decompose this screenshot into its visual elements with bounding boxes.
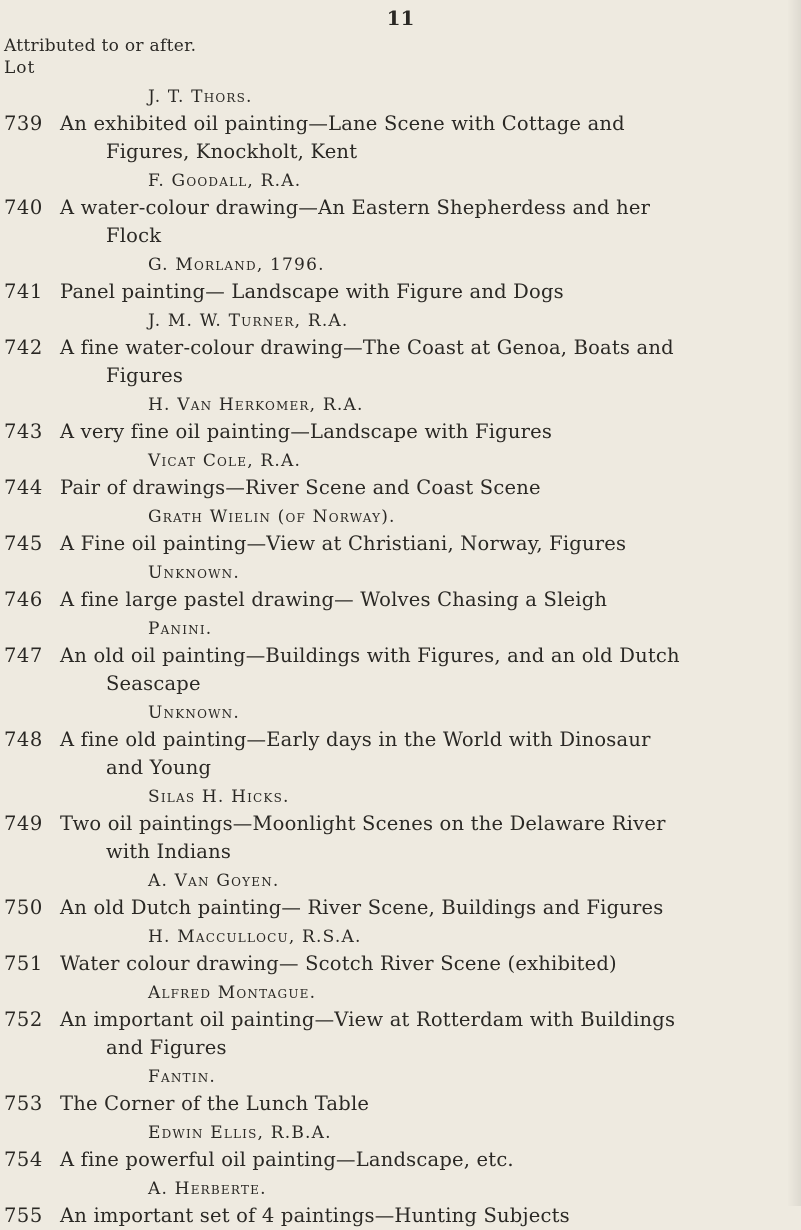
artist-name: H. Van Herkomer, R.A.: [148, 395, 364, 415]
lot-number: 745: [4, 532, 43, 555]
catalogue-entry: [0, 1118, 801, 1174]
artist-name: A. Herberte.: [148, 1179, 267, 1199]
lot-description: Water colour drawing— Scotch River Scene (exhibited): [60, 952, 617, 975]
page-edge-shadow: [787, 0, 801, 1206]
artist-name: Vicat Cole, R.A.: [148, 451, 302, 471]
lot-description: The Corner of the Lunch Table: [60, 1092, 370, 1115]
lot-description: Panel painting— Landscape with Figure and Dogs: [60, 280, 564, 303]
lot-description: An old Dutch painting— River Scene, Buildings and Figures: [60, 896, 664, 919]
lot-number: 754: [4, 1148, 43, 1171]
lot-description: A very fine oil painting—Landscape with Figures: [60, 420, 553, 443]
lot-number: 749: [4, 812, 43, 835]
catalogue-entry: [0, 866, 801, 922]
lot-number: 747: [4, 644, 43, 667]
lot-description-continued: Figures, Knockholt, Kent: [106, 140, 358, 163]
artist-name: J. T. Thors.: [148, 87, 253, 107]
artist-name: F. Goodall, R.A.: [148, 171, 302, 191]
lot-description: A fine old painting—Early days in the World with Dinosaur: [60, 728, 651, 751]
artist-name: Unknown.: [148, 563, 240, 583]
lot-column-heading: Lot: [4, 58, 36, 78]
lot-description: An important set of 4 paintings—Hunting Subjects: [60, 1204, 570, 1227]
catalogue-entry: [0, 922, 801, 978]
catalogue-entry: [0, 502, 801, 558]
lot-number: 742: [4, 336, 43, 359]
lot-description: A fine water-colour drawing—The Coast at Genoa, Boats and: [60, 336, 674, 359]
lot-number: 755: [4, 1204, 43, 1227]
lot-description-continued: Seascape: [106, 672, 201, 695]
catalogue-entry: [0, 1174, 801, 1230]
artist-name: Silas H. Hicks.: [148, 787, 290, 807]
lot-number: 746: [4, 588, 43, 611]
artist-name: A. Van Goyen.: [148, 871, 280, 891]
artist-name: Alfred Montague.: [148, 983, 317, 1003]
artist-name: Grath Wielin (of Norway).: [148, 507, 396, 527]
lot-number: 752: [4, 1008, 43, 1031]
lot-description: Two oil paintings—Moonlight Scenes on the Delaware River: [60, 812, 666, 835]
lot-number: 751: [4, 952, 43, 975]
artist-name: Fantin.: [148, 1067, 217, 1087]
lot-description: A fine powerful oil painting—Landscape, etc.: [60, 1148, 514, 1171]
lot-description: An important oil painting—View at Rotterdam with Buildings: [60, 1008, 676, 1031]
lot-description: A water-colour drawing—An Eastern Shepherdess and her: [60, 196, 651, 219]
lot-description-continued: and Young: [106, 756, 212, 779]
artist-name: Panini.: [148, 619, 213, 639]
artist-name: J. M. W. Turner, R.A.: [148, 311, 349, 331]
lot-description: A Fine oil painting—View at Christiani, Norway, Figures: [60, 532, 627, 555]
catalogue-entry: [0, 82, 801, 166]
lot-number: 750: [4, 896, 43, 919]
catalogue-entry: [0, 558, 801, 614]
catalogue-entry: [0, 782, 801, 866]
catalogue-entry: [0, 306, 801, 390]
catalogue-entry: [0, 166, 801, 250]
lot-number: 741: [4, 280, 43, 303]
lot-number: 740: [4, 196, 43, 219]
catalogue-entry: [0, 614, 801, 698]
attribution-heading: Attributed to or after.: [4, 36, 197, 56]
catalogue-entry: [0, 390, 801, 446]
lot-number: 748: [4, 728, 43, 751]
lot-number: 743: [4, 420, 43, 443]
catalogue-entry: [0, 698, 801, 782]
lot-description-continued: and Figures: [106, 1036, 227, 1059]
lot-description: Pair of drawings—River Scene and Coast Scene: [60, 476, 541, 499]
lot-description: An exhibited oil painting—Lane Scene with Cottage and: [60, 112, 625, 135]
artist-name: H. Maccullocu, R.S.A.: [148, 927, 362, 947]
page-number: 11: [386, 6, 415, 30]
lot-description: An old oil painting—Buildings with Figures, and an old Dutch: [60, 644, 680, 667]
artist-name: G. Morland, 1796.: [148, 255, 325, 275]
catalogue-entry: [0, 1062, 801, 1118]
lot-description-continued: Flock: [106, 224, 162, 247]
lot-description-continued: with Indians: [106, 840, 232, 863]
catalogue-entries: [0, 82, 801, 1230]
catalogue-entry: [0, 250, 801, 306]
lot-number: 739: [4, 112, 43, 135]
artist-name: Unknown.: [148, 703, 240, 723]
lot-description-continued: Figures: [106, 364, 184, 387]
catalogue-entry: [0, 978, 801, 1062]
catalogue-entry: [0, 446, 801, 502]
lot-number: 744: [4, 476, 43, 499]
artist-name: Edwin Ellis, R.B.A.: [148, 1123, 332, 1143]
lot-description: A fine large pastel drawing— Wolves Chasing a Sleigh: [60, 588, 608, 611]
lot-number: 753: [4, 1092, 43, 1115]
